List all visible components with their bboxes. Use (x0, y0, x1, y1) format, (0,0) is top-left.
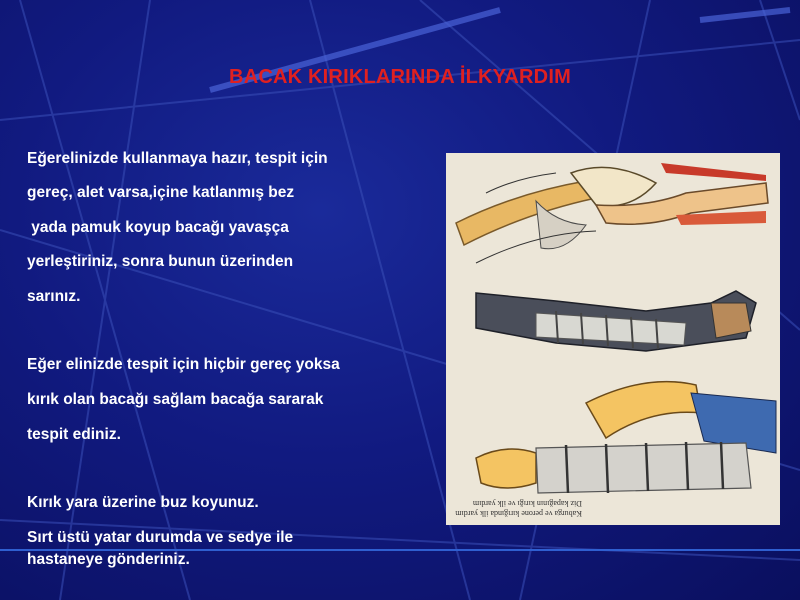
text-line: yerleştiriniz, sonra bunun üzerinden (27, 253, 294, 270)
text-line: gereç, alet varsa,içine katlanmış bez (27, 184, 295, 201)
text-line: sarınız. (27, 288, 81, 305)
bottom-accent-line (0, 549, 800, 551)
first-aid-illustration (446, 153, 780, 525)
text-line: Eğer elinizde tespit için hiçbir gereç yoksa (27, 356, 340, 373)
slide-title: BACAK KIRIKLARINDA İLKYARDIM (229, 66, 571, 88)
text-line: Eğerelinizde kullanmaya hazır, tespit için (27, 150, 328, 167)
knee-anatomy-drawing (456, 163, 768, 263)
text-line: tespit ediniz. (27, 426, 121, 443)
text-ice: Kırık yara üzerine buz koyunuz. (27, 494, 259, 511)
text-line: hastaneye gönderiniz. (27, 551, 190, 568)
decor-bar (700, 10, 790, 20)
splinted-leg-drawing (476, 291, 756, 351)
decor-line (760, 0, 800, 120)
text-line: kırık olan bacağı sağlam bacağa sararak (27, 391, 324, 408)
legs-tied-drawing (476, 382, 776, 493)
caption-line: Diz kapağının kırığı ve ilk yardım (472, 499, 582, 508)
caption-line: Kaburga ve perone kırığında ilk yardım (455, 509, 582, 518)
text-line: yada pamuk koyup bacağı yavaşça (27, 219, 289, 236)
text-line: Sırt üstü yatar durumda ve sedye ile (27, 529, 294, 546)
leg-fracture-drawing (446, 153, 780, 525)
